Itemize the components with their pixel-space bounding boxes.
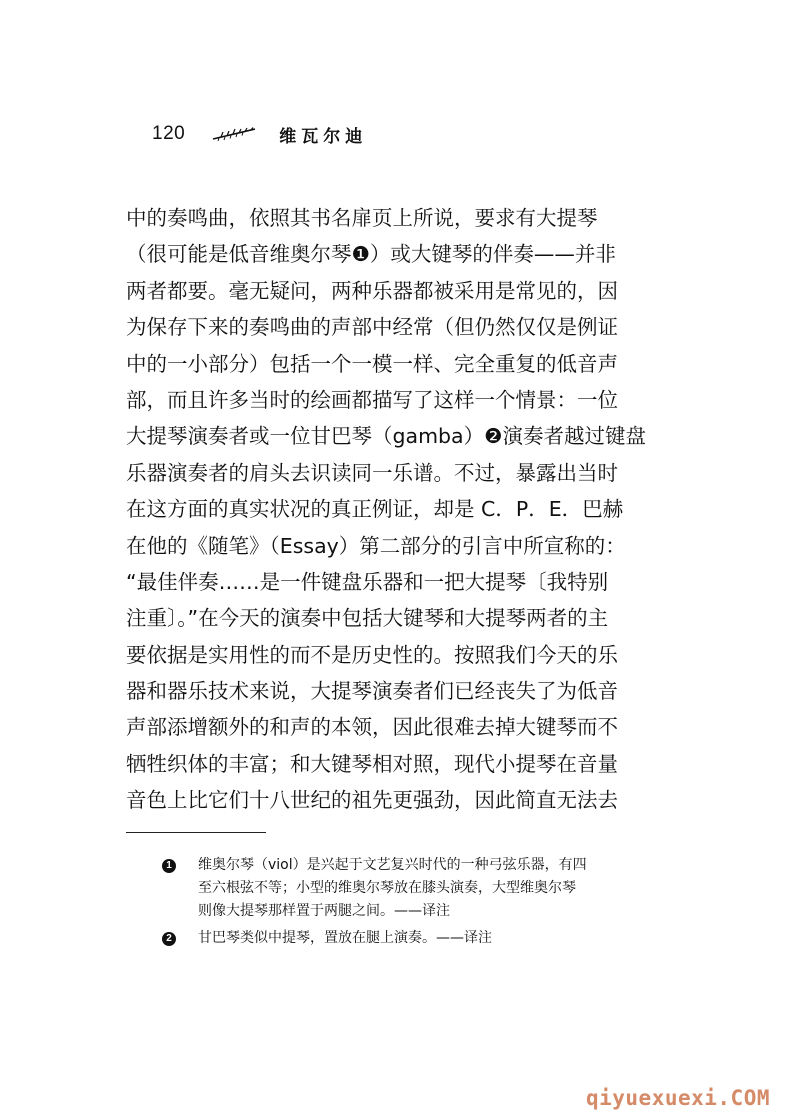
body-line: 中的奏鸣曲，依照其书名扉页上所说，要求有大提琴 (126, 206, 598, 230)
footnote-marker-2: 2 (162, 932, 176, 946)
body-line: 要依据是实用性的而不是历史性的。按照我们今天的乐 (126, 642, 618, 667)
body-line: 器和器乐技术来说，大提琴演奏者们已经丧失了为低音 (126, 679, 618, 704)
footnotes (162, 854, 702, 954)
body-line: 乐器演奏者的肩头去识读同一乐谱。不过，暴露出当时 (126, 460, 618, 485)
body-line: 中的一小部分）包括一个一模一样、完全重复的低音声 (126, 351, 618, 376)
body-line: “最佳伴奏……是一件键盘乐器和一把大提琴〔我特别 (126, 569, 609, 594)
body-line: 在他的《随笔》（Essay）第二部分的引言中所宣称的： (126, 533, 626, 558)
body-line: 部，而且许多当时的绘画都描写了这样一个情景：一位 (126, 387, 618, 412)
site-watermark: qiyuexuexi.COM (585, 1086, 770, 1110)
body-line: （很可能是低音维奥尔琴❶）或大键琴的伴奏——并非 (126, 242, 616, 267)
body-line: 在这方面的真实状况的真正例证，却是 C．P．E．巴赫 (126, 497, 624, 522)
main-paragraph (126, 200, 696, 819)
footnote-marker-1: 1 (162, 859, 176, 873)
page-number: 120 (152, 123, 186, 144)
footnote-2 (162, 927, 702, 950)
footnote-line: 甘巴琴类似中提琴，置放在腿上演奏。——译注 (198, 930, 492, 946)
feather-ornament-icon (211, 127, 257, 141)
footnote-line: 则像大提琴那样置于两腿之间。——译注 (198, 903, 450, 919)
running-title: 维瓦尔迪 (279, 126, 368, 147)
body-line: 注重〕。”在今天的演奏中包括大键琴和大提琴两者的主 (126, 606, 609, 631)
body-line: 声部添增额外的和声的本领，因此很难去掉大键琴而不 (126, 715, 618, 740)
body-line: 为保存下来的奏鸣曲的声部中经常（但仍然仅仅是例证 (126, 315, 618, 340)
body-line: 大提琴演奏者或一位甘巴琴（gamba）❷演奏者越过键盘 (126, 424, 646, 449)
running-header (152, 118, 367, 150)
body-line: 音色上比它们十八世纪的祖先更强劲，因此简直无法去 (126, 788, 618, 813)
footnote-line: 至六根弦不等；小型的维奥尔琴放在膝头演奏，大型维奥尔琴 (198, 880, 576, 896)
body-line: 两者都要。毫无疑问，两种乐器都被采用是常见的，因 (126, 278, 618, 303)
footnote-line: 维奥尔琴（viol）是兴起于文艺复兴时代的一种弓弦乐器，有四 (198, 857, 587, 873)
footnote-1 (162, 854, 702, 923)
footnote-separator (126, 832, 266, 833)
body-line: 牺牲织体的丰富；和大键琴相对照，现代小提琴在音量 (126, 751, 618, 776)
